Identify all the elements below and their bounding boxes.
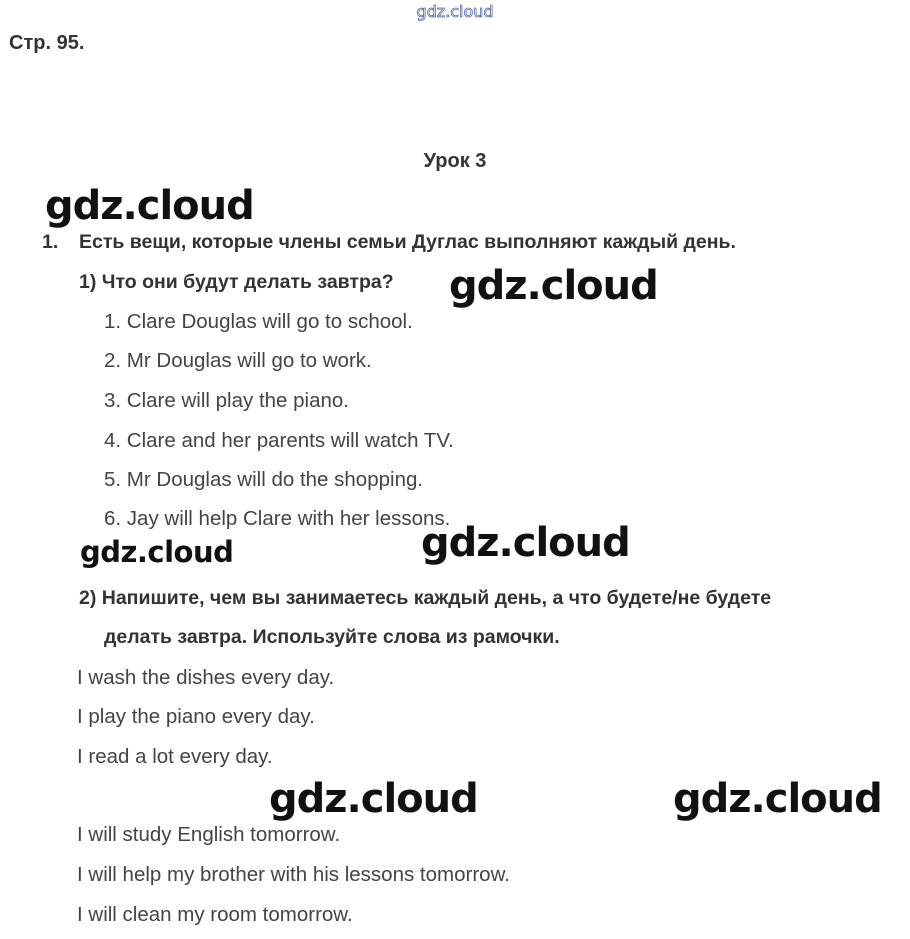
part1-heading: 1) Что они будут делать завтра? [79,271,394,293]
top-watermark: gdz.cloud [416,2,494,21]
watermark-text: gdz.cloud [673,776,882,822]
answer-line: I will clean my room tomorrow. [77,903,353,926]
answer-line: I read a lot every day. [77,745,273,768]
lesson-title: Урок 3 [423,150,487,172]
answer-line: 4. Clare and her parents will watch TV. [104,429,454,452]
watermark-text: gdz.cloud [449,263,658,309]
answer-line: I wash the dishes every day. [77,666,335,689]
answer-line: I will study English tomorrow. [77,823,341,846]
watermark-text: gdz.cloud [421,520,630,566]
page-number: Стр. 95. [9,32,85,54]
answer-line: 2. Mr Douglas will go to work. [104,349,372,372]
watermark-text: gdz.cloud [80,535,234,569]
watermark-text: gdz.cloud [269,776,478,822]
exercise-title: Есть вещи, которые члены семьи Дуглас выполняют каждый день. [79,231,736,253]
answer-line: 3. Clare will play the piano. [104,389,349,412]
exercise-number: 1. [42,231,59,253]
answer-line: 1. Clare Douglas will go to school. [104,310,413,333]
answer-line: 6. Jay will help Clare with her lessons. [104,507,451,530]
answer-line: I play the piano every day. [77,705,315,728]
part2-heading: 2) Напишите, чем вы занимаетесь каждый день, а что будете/не будете [79,587,772,609]
part2-heading-continued: делать завтра. Используйте слова из рамочки. [104,626,560,648]
watermark-text: gdz.cloud [45,183,254,229]
answer-line: I will help my brother with his lessons tomorrow. [77,863,510,886]
answer-line: 5. Mr Douglas will do the shopping. [104,468,424,491]
